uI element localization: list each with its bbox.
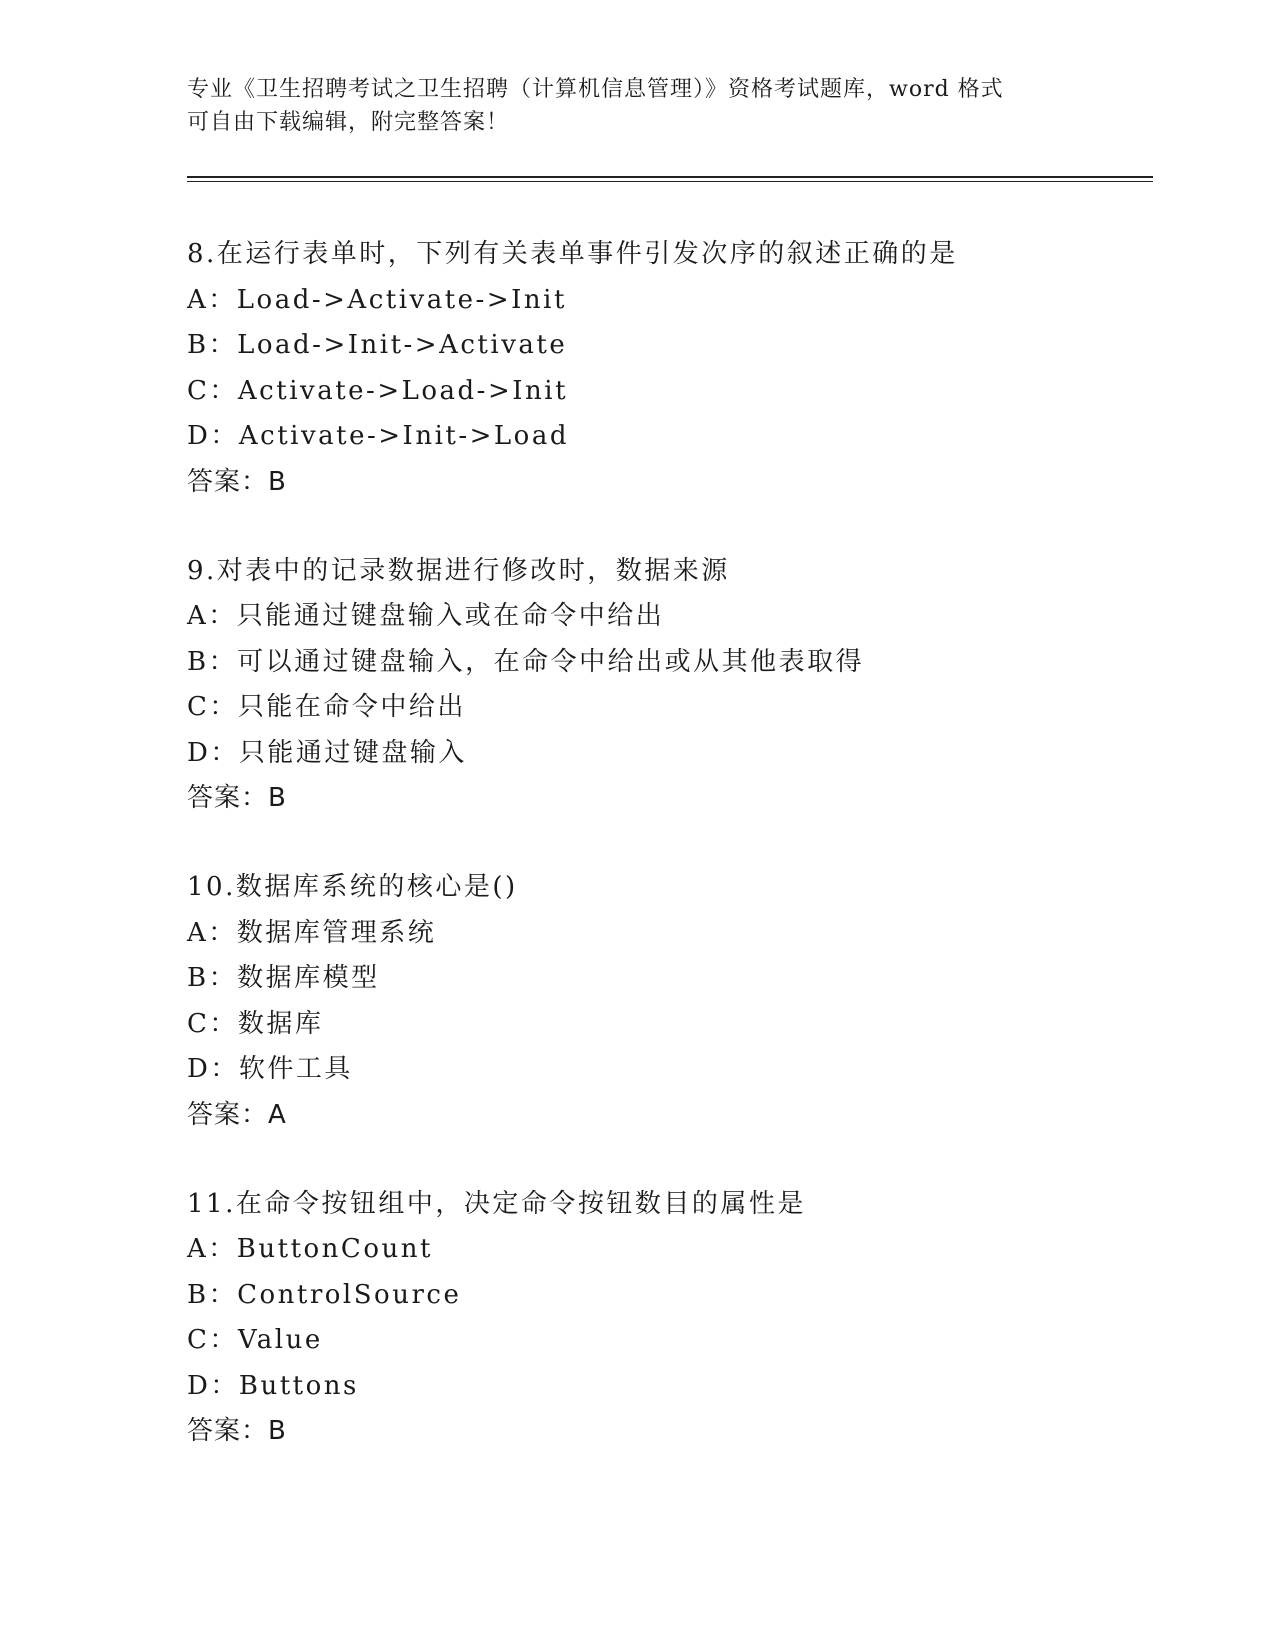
option-letter: C： bbox=[187, 1325, 238, 1355]
question-list bbox=[187, 232, 1147, 1498]
answer-line: 答案：B bbox=[187, 466, 287, 497]
option-text: 只能在命令中给出 bbox=[237, 692, 466, 722]
option-letter: C： bbox=[187, 1008, 238, 1039]
question-stem: 11.在命令按钮组中，决定命令按钮数目的属性是 bbox=[187, 1188, 806, 1219]
option-text: 数据库 bbox=[237, 1008, 324, 1039]
option-text: 数据库管理系统 bbox=[236, 917, 437, 948]
option-a bbox=[187, 594, 1147, 640]
option-letter: A： bbox=[187, 284, 237, 315]
option-d bbox=[187, 1364, 1147, 1410]
option-a bbox=[187, 278, 1147, 324]
header-divider bbox=[187, 176, 1153, 182]
option-text: ControlSource bbox=[237, 1279, 462, 1310]
option-letter: C： bbox=[187, 692, 238, 722]
question-9 bbox=[187, 549, 1147, 821]
question-8 bbox=[187, 232, 1147, 504]
answer-line: 答案：A bbox=[187, 1099, 287, 1130]
header-line-1: 专业《卫生招聘考试之卫生招聘（计算机信息管理）》资格考试题库，word 格式 bbox=[187, 77, 1004, 102]
option-letter: B： bbox=[187, 963, 238, 993]
question-10 bbox=[187, 865, 1147, 1137]
option-d bbox=[187, 414, 1147, 460]
question-stem: 8.在运行表单时，下列有关表单事件引发次序的叙述正确的是 bbox=[187, 239, 958, 269]
option-letter: B： bbox=[187, 330, 238, 360]
option-d bbox=[187, 731, 1147, 777]
question-11 bbox=[187, 1182, 1147, 1454]
answer-line: 答案：B bbox=[187, 1416, 287, 1446]
question-stem: 9.对表中的记录数据进行修改时，数据来源 bbox=[187, 555, 730, 586]
option-a bbox=[187, 1227, 1147, 1273]
option-letter: B： bbox=[187, 1279, 238, 1310]
option-c bbox=[187, 1002, 1147, 1048]
option-b bbox=[187, 956, 1147, 1002]
option-text: Load->Init->Activate bbox=[237, 330, 568, 360]
option-text: 软件工具 bbox=[238, 1054, 353, 1084]
option-text: Value bbox=[237, 1325, 323, 1355]
option-text: 只能通过键盘输入 bbox=[238, 737, 467, 768]
option-text: 只能通过键盘输入或在命令中给出 bbox=[236, 601, 665, 631]
option-letter: D： bbox=[187, 737, 239, 768]
option-letter: A： bbox=[187, 917, 237, 948]
option-letter: D： bbox=[187, 1054, 239, 1084]
option-text: Buttons bbox=[238, 1370, 359, 1401]
option-letter: B： bbox=[187, 646, 238, 677]
option-c bbox=[187, 685, 1147, 731]
option-b bbox=[187, 323, 1147, 369]
option-letter: D： bbox=[187, 421, 239, 451]
option-b bbox=[187, 1273, 1147, 1319]
option-letter: A： bbox=[187, 601, 237, 631]
option-letter: C： bbox=[187, 375, 238, 406]
option-d bbox=[187, 1047, 1147, 1093]
option-a bbox=[187, 911, 1147, 957]
document-header bbox=[187, 73, 1087, 139]
option-b bbox=[187, 640, 1147, 686]
question-stem: 10.数据库系统的核心是() bbox=[187, 872, 518, 902]
option-text: ButtonCount bbox=[236, 1234, 433, 1264]
option-text: Activate->Init->Load bbox=[238, 421, 569, 451]
answer-line: 答案：B bbox=[187, 783, 287, 813]
option-text: Activate->Load->Init bbox=[237, 375, 569, 406]
option-letter: A： bbox=[187, 1234, 237, 1264]
option-text: 数据库模型 bbox=[237, 963, 380, 993]
option-text: 可以通过键盘输入，在命令中给出或从其他表取得 bbox=[237, 646, 865, 677]
header-line-2: 可自由下载编辑，附完整答案！ bbox=[187, 110, 510, 135]
option-c bbox=[187, 369, 1147, 415]
option-letter: D： bbox=[187, 1370, 239, 1401]
option-c bbox=[187, 1318, 1147, 1364]
option-text: Load->Activate->Init bbox=[236, 284, 567, 315]
